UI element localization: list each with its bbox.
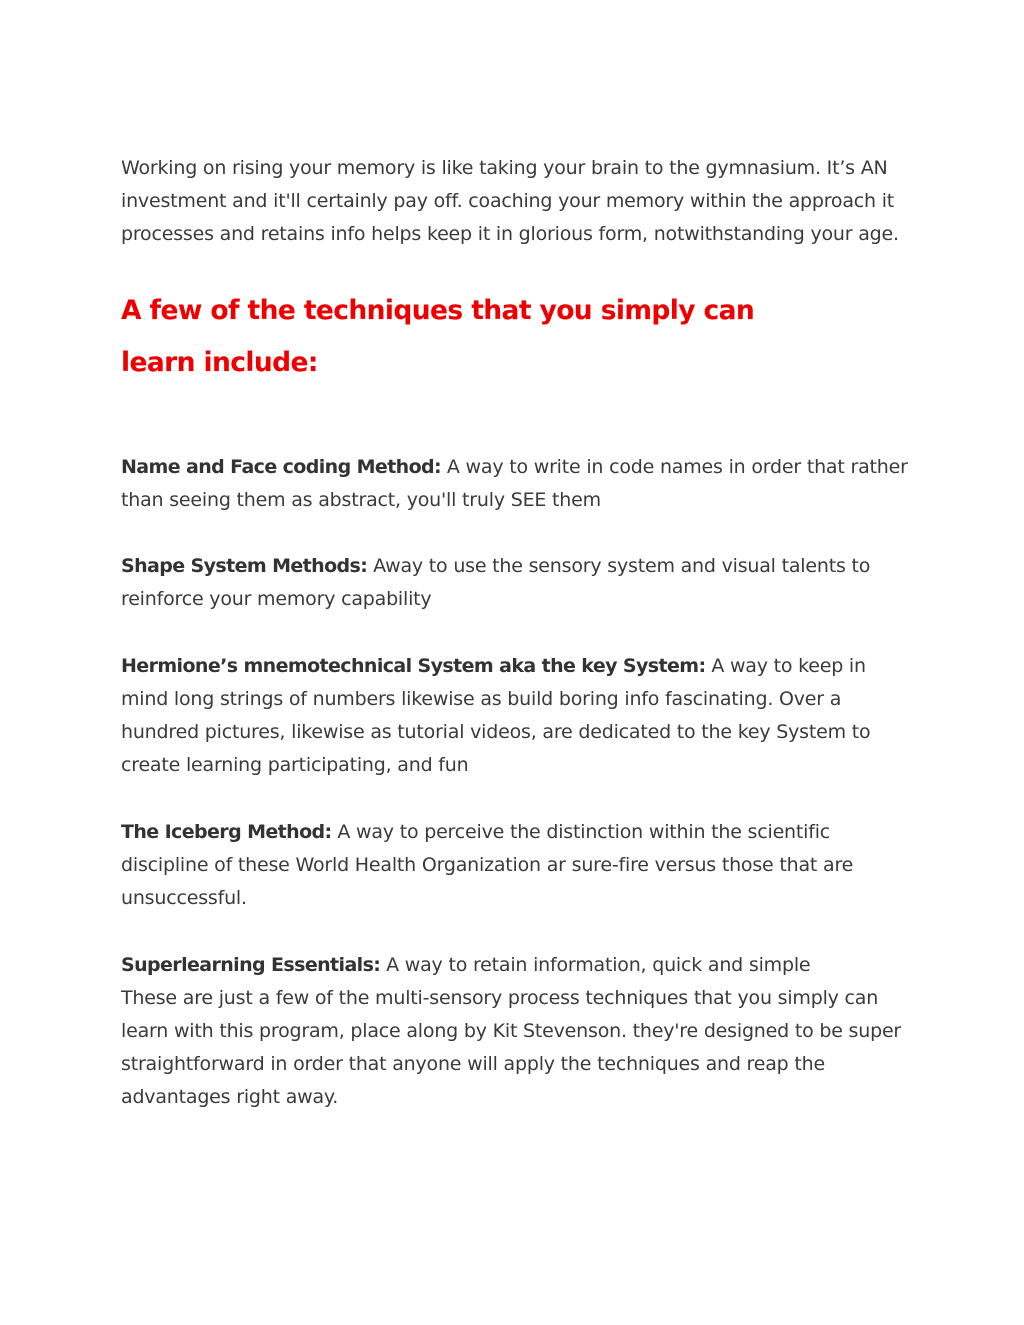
- technique-item-shape-system: [121, 550, 911, 616]
- technique-item-superlearning: [121, 949, 911, 982]
- technique-term: Hermione’s mnemotechnical System aka the key System:: [121, 654, 706, 677]
- intro-paragraph: Working on rising your memory is like taking your brain to the gymnasium. It’s AN investment and it'll certainly pay off. coaching your memory within the approach it processes and retains info helps keep it in glorious form, notwithstanding your age.: [121, 157, 899, 246]
- technique-term: Name and Face coding Method:: [121, 455, 442, 478]
- technique-term: Shape System Methods:: [121, 555, 368, 578]
- technique-description: A way to perceive the distinction within the scientific discipline of these World Health Organization ar sure-fire versus those that are unsuccessful.: [121, 820, 854, 910]
- technique-item-iceberg: [121, 816, 911, 916]
- technique-description: A way to retain information, quick and simple: [386, 953, 811, 976]
- technique-term: Superlearning Essentials:: [121, 953, 381, 976]
- section-heading: A few of the techniques that you simply can learn include:: [121, 294, 755, 378]
- technique-description: Away to use the sensory system and visual talents to reinforce your memory capability: [121, 555, 871, 611]
- technique-item-name-face: [121, 451, 911, 517]
- document-page: [121, 152, 911, 1115]
- technique-term: The Iceberg Method:: [121, 820, 332, 843]
- technique-description: A way to write in code names in order that rather than seeing them as abstract, you'll truly SEE them: [121, 455, 908, 511]
- technique-description: A way to keep in mind long strings of numbers likewise as build boring info fascinating. Over a hundred pictures, likewise as tutorial videos, are dedicated to the key System to create learning participating, and fun: [121, 654, 871, 777]
- technique-item-key-system: [121, 650, 911, 783]
- techniques-list: [121, 451, 911, 1115]
- closing-paragraph: These are just a few of the multi-sensory process techniques that you simply can learn with this program, place along by Kit Stevenson. they're designed to be super straightforward in order that anyone will apply the techniques and reap the advantages right away.: [121, 986, 902, 1109]
